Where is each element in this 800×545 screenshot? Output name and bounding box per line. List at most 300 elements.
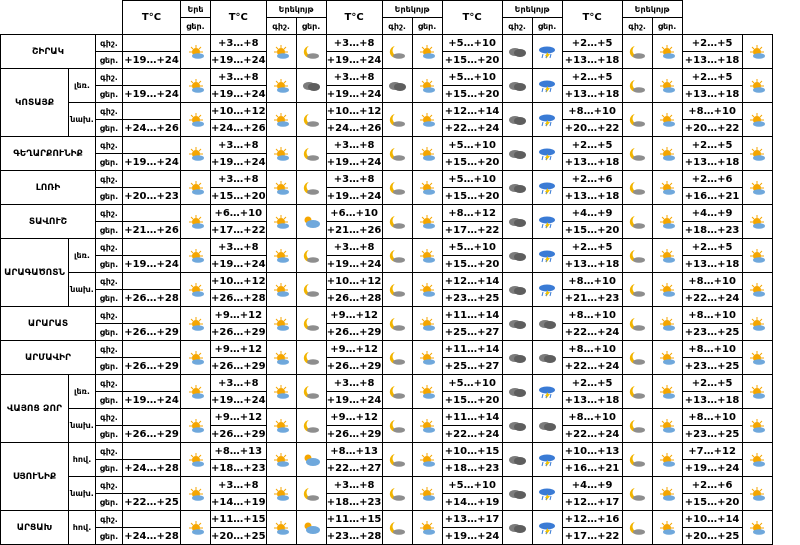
- moon-cell: [382, 375, 412, 409]
- moon-icon: [387, 249, 407, 263]
- forecast-temp: +2…+5: [562, 375, 622, 392]
- moon-icon: [627, 419, 647, 433]
- forecast-temp: +19…+24: [211, 86, 267, 103]
- sun-icon: [417, 215, 437, 229]
- sun-cell: [742, 69, 772, 103]
- moon-icon: [301, 317, 321, 331]
- rain-cell: [532, 443, 562, 477]
- forecast-temp: +25…+27: [442, 324, 502, 341]
- sun-icon: [417, 385, 437, 399]
- sun-cell: [412, 137, 442, 171]
- moon-icon: [627, 147, 647, 161]
- current-icon: [181, 171, 211, 205]
- sun-cell: [266, 409, 296, 443]
- moon-cell: [296, 375, 326, 409]
- moon-cell: [382, 273, 412, 307]
- moon-icon: [301, 147, 321, 161]
- sun-icon: [417, 419, 437, 433]
- moon-icon: [387, 419, 407, 433]
- forecast-temp: +2…+5: [682, 375, 742, 392]
- moon-icon: [387, 45, 407, 59]
- cloud-icon: [507, 79, 527, 93]
- forecast-temp: +26…+28: [211, 290, 267, 307]
- forecast-temp: +3…+8: [326, 375, 382, 392]
- current-temp: +24…+26: [123, 120, 181, 137]
- forecast-temp: +13…+18: [682, 256, 742, 273]
- time-of-day: ցեր.: [96, 154, 123, 171]
- moon-icon: [627, 453, 647, 467]
- moon-cell: [382, 409, 412, 443]
- sun-cell: [266, 171, 296, 205]
- time-of-day: ցեր.: [96, 256, 123, 273]
- cloud-cell: [532, 307, 562, 341]
- current-temp: [123, 205, 181, 222]
- region-name: ԳԵՂԱՐՔՈՒՆԻՔ: [1, 137, 96, 171]
- time-of-day: ցեր.: [96, 222, 123, 239]
- forecast-temp: +20…+25: [211, 528, 267, 545]
- current-temp: [123, 375, 181, 392]
- sun-icon: [657, 147, 677, 161]
- moon-icon: [387, 215, 407, 229]
- forecast-temp: +5…+10: [442, 171, 502, 188]
- forecast-temp: +15…+20: [442, 392, 502, 409]
- sun-cell: [652, 511, 682, 545]
- current-temp: +19…+24: [123, 154, 181, 171]
- sun-cell: [412, 69, 442, 103]
- forecast-temp: +15…+20: [562, 222, 622, 239]
- region-name: ԱՐՄԱՎԻՐ: [1, 341, 96, 375]
- cloud-icon: [301, 79, 321, 93]
- forecast-temp: +8…+10: [562, 409, 622, 426]
- time-of-day: ցեր.: [96, 494, 123, 511]
- forecast-temp: +3…+8: [211, 137, 267, 154]
- forecast-temp: +5…+10: [442, 35, 502, 52]
- forecast-temp: +10…+12: [211, 273, 267, 290]
- sun-cell: [266, 103, 296, 137]
- cloudsun-cell: [296, 443, 326, 477]
- forecast-temp: +21…+23: [562, 290, 622, 307]
- sun-cell: [412, 35, 442, 69]
- forecast-temp: +8…+10: [682, 103, 742, 120]
- sun-icon: [186, 317, 206, 331]
- sun-icon: [657, 283, 677, 297]
- sun-cell: [266, 35, 296, 69]
- sun-icon: [417, 487, 437, 501]
- current-temp: +26…+29: [123, 324, 181, 341]
- forecast-temp: +18…+23: [682, 222, 742, 239]
- forecast-temp: +12…+14: [442, 273, 502, 290]
- current-temp: [123, 273, 181, 290]
- sun-cell: [266, 273, 296, 307]
- forecast-temp: +9…+12: [211, 341, 267, 358]
- sun-cell: [652, 443, 682, 477]
- table-row: [1, 273, 773, 290]
- cloud-icon: [507, 113, 527, 127]
- moon-icon: [301, 249, 321, 263]
- table-row: [1, 103, 773, 120]
- sun-icon: [747, 419, 767, 433]
- rain-cell: [532, 137, 562, 171]
- forecast-temp: +11…+14: [442, 341, 502, 358]
- forecast-temp: +23…+25: [442, 290, 502, 307]
- time-of-day: ցեր.: [96, 426, 123, 443]
- forecast-temp: +8…+10: [682, 307, 742, 324]
- sun-icon: [271, 45, 291, 59]
- sun-cell: [742, 273, 772, 307]
- forecast-temp: +18…+23: [442, 460, 502, 477]
- current-temp: [123, 103, 181, 120]
- time-of-day: գիշ.: [96, 511, 123, 528]
- table-row: [1, 375, 773, 392]
- region-name: ԱՐԱՐԱՏ: [1, 307, 96, 341]
- cloud-icon: [537, 351, 557, 365]
- rain-cell: [532, 205, 562, 239]
- sun-icon: [747, 249, 767, 263]
- sub-region: լեռ.: [69, 69, 96, 103]
- header-col-night: գիշ.: [502, 18, 532, 35]
- sun-cell: [742, 307, 772, 341]
- forecast-temp: +8…+10: [562, 273, 622, 290]
- current-temp: +24…+28: [123, 528, 181, 545]
- time-of-day: գիշ.: [96, 239, 123, 256]
- sun-cell: [412, 409, 442, 443]
- sun-cell: [652, 205, 682, 239]
- moon-icon: [627, 385, 647, 399]
- moon-cell: [382, 443, 412, 477]
- sun-cell: [652, 137, 682, 171]
- rain-icon: [537, 79, 557, 93]
- forecast-temp: +13…+18: [562, 256, 622, 273]
- sun-cell: [412, 205, 442, 239]
- forecast-temp: +19…+24: [442, 528, 502, 545]
- region-name: ԿՈՏԱՅՔ: [1, 69, 69, 137]
- moon-icon: [627, 317, 647, 331]
- forecast-temp: +10…+15: [442, 443, 502, 460]
- current-temp: +24…+28: [123, 460, 181, 477]
- rain-icon: [537, 113, 557, 127]
- sun-icon: [747, 521, 767, 535]
- sun-cell: [412, 307, 442, 341]
- rain-cell: [532, 511, 562, 545]
- sun-cell: [412, 341, 442, 375]
- moon-icon: [387, 113, 407, 127]
- current-icon: [181, 511, 211, 545]
- cloud-icon: [507, 453, 527, 467]
- forecast-temp: +5…+10: [442, 477, 502, 494]
- header-day-short: Երե: [181, 1, 211, 18]
- time-of-day: ցեր.: [96, 52, 123, 69]
- forecast-temp: +3…+8: [211, 69, 267, 86]
- moon-icon: [627, 113, 647, 127]
- sun-icon: [747, 181, 767, 195]
- forecast-temp: +3…+8: [211, 35, 267, 52]
- current-icon: [181, 239, 211, 273]
- forecast-temp: +10…+12: [326, 103, 382, 120]
- sun-icon: [186, 249, 206, 263]
- forecast-temp: +15…+20: [442, 256, 502, 273]
- cloud-cell: [502, 375, 532, 409]
- forecast-temp: +14…+19: [211, 494, 267, 511]
- forecast-temp: +19…+24: [211, 256, 267, 273]
- cloud-icon: [537, 419, 557, 433]
- sun-icon: [657, 317, 677, 331]
- rain-icon: [537, 283, 557, 297]
- moon-cell: [382, 477, 412, 511]
- sub-region: լեռ.: [69, 375, 96, 409]
- header-temp: T°C: [211, 1, 267, 35]
- forecast-temp: +17…+22: [562, 528, 622, 545]
- table-row: [1, 477, 773, 494]
- cloud-cell: [382, 69, 412, 103]
- moon-cell: [622, 103, 652, 137]
- forecast-temp: +3…+8: [211, 477, 267, 494]
- current-temp: [123, 443, 181, 460]
- cloud-cell: [502, 205, 532, 239]
- sun-icon: [271, 79, 291, 93]
- moon-icon: [627, 45, 647, 59]
- cloud-icon: [507, 521, 527, 535]
- forecast-temp: +4…+9: [562, 477, 622, 494]
- current-temp: [123, 341, 181, 358]
- sun-cell: [742, 239, 772, 273]
- forecast-temp: +19…+24: [211, 154, 267, 171]
- moon-cell: [622, 375, 652, 409]
- moon-icon: [627, 215, 647, 229]
- sun-icon: [271, 147, 291, 161]
- forecast-temp: +20…+22: [562, 120, 622, 137]
- sun-icon: [417, 113, 437, 127]
- sun-icon: [657, 79, 677, 93]
- time-of-day: ցեր.: [96, 188, 123, 205]
- cloudsun-cell: [296, 511, 326, 545]
- rain-icon: [537, 487, 557, 501]
- sun-cell: [742, 137, 772, 171]
- sun-cell: [266, 307, 296, 341]
- moon-icon: [387, 283, 407, 297]
- forecast-temp: +2…+5: [682, 69, 742, 86]
- header-temp: T°C: [123, 1, 181, 35]
- table-row: [1, 511, 773, 528]
- forecast-temp: +2…+5: [682, 35, 742, 52]
- cloud-cell: [502, 239, 532, 273]
- current-temp: [123, 307, 181, 324]
- forecast-temp: +23…+25: [682, 426, 742, 443]
- forecast-temp: +22…+27: [326, 460, 382, 477]
- sun-icon: [186, 521, 206, 535]
- forecast-temp: +5…+10: [442, 375, 502, 392]
- moon-cell: [296, 171, 326, 205]
- cloud-cell: [502, 103, 532, 137]
- moon-cell: [382, 205, 412, 239]
- forecast-temp: +2…+5: [562, 239, 622, 256]
- sun-cell: [742, 375, 772, 409]
- cloud-cell: [502, 35, 532, 69]
- forecast-temp: +3…+8: [326, 477, 382, 494]
- region-name: ԱՐՑԱԽ: [1, 511, 69, 545]
- sun-cell: [742, 443, 772, 477]
- sub-region: հով.: [69, 511, 96, 545]
- forecast-temp: +26…+29: [211, 324, 267, 341]
- moon-cell: [622, 511, 652, 545]
- cloud-cell: [502, 69, 532, 103]
- sun-cell: [412, 443, 442, 477]
- current-temp: [123, 511, 181, 528]
- forecast-temp: +2…+6: [562, 171, 622, 188]
- time-of-day: ցեր.: [96, 120, 123, 137]
- moon-icon: [301, 45, 321, 59]
- forecast-temp: +10…+13: [562, 443, 622, 460]
- cloud-cell: [502, 307, 532, 341]
- moon-icon: [301, 385, 321, 399]
- forecast-temp: +9…+12: [326, 307, 382, 324]
- current-temp: +21…+26: [123, 222, 181, 239]
- forecast-temp: +11…+14: [442, 409, 502, 426]
- rain-cell: [532, 103, 562, 137]
- sun-icon: [186, 79, 206, 93]
- header-col-day: ցեր.: [296, 18, 326, 35]
- forecast-temp: +13…+18: [682, 52, 742, 69]
- header-col-day: ցեր.: [532, 18, 562, 35]
- moon-cell: [382, 307, 412, 341]
- forecast-temp: +14…+19: [442, 494, 502, 511]
- forecast-temp: +19…+24: [326, 86, 382, 103]
- forecast-temp: +13…+18: [562, 86, 622, 103]
- forecast-temp: +4…+9: [562, 205, 622, 222]
- moon-icon: [627, 521, 647, 535]
- forecast-temp: +13…+18: [682, 392, 742, 409]
- forecast-temp: +24…+26: [211, 120, 267, 137]
- rain-icon: [537, 249, 557, 263]
- sun-icon: [657, 419, 677, 433]
- current-temp: [123, 239, 181, 256]
- sun-icon: [657, 351, 677, 365]
- forecast-temp: +9…+12: [211, 409, 267, 426]
- sun-cell: [652, 307, 682, 341]
- forecast-temp: +15…+20: [682, 494, 742, 511]
- time-of-day: ցեր.: [96, 460, 123, 477]
- table-row: [1, 341, 773, 358]
- cloud-cell: [502, 171, 532, 205]
- header-temp: T°C: [326, 1, 382, 35]
- sun-icon: [747, 215, 767, 229]
- time-of-day: գիշ.: [96, 103, 123, 120]
- forecast-temp: +23…+25: [682, 324, 742, 341]
- forecast-temp: +23…+25: [682, 358, 742, 375]
- region-name: ՏԱՎՈՒՇ: [1, 205, 96, 239]
- rain-icon: [537, 521, 557, 535]
- sun-icon: [747, 79, 767, 93]
- cloud-cell: [502, 511, 532, 545]
- sun-icon: [186, 215, 206, 229]
- time-of-day: գիշ.: [96, 375, 123, 392]
- moon-cell: [382, 341, 412, 375]
- forecast-temp: +13…+18: [682, 154, 742, 171]
- moon-icon: [301, 283, 321, 297]
- cloud-cell: [502, 341, 532, 375]
- sun-cell: [652, 341, 682, 375]
- sun-icon: [186, 453, 206, 467]
- header-day: Երեկոյթ: [502, 1, 562, 18]
- forecast-temp: +8…+13: [211, 443, 267, 460]
- moon-cell: [622, 35, 652, 69]
- sub-region: նախ.: [69, 477, 96, 511]
- forecast-temp: +20…+25: [682, 528, 742, 545]
- moon-icon: [387, 351, 407, 365]
- rain-cell: [532, 35, 562, 69]
- forecast-temp: +3…+8: [326, 171, 382, 188]
- forecast-temp: +12…+16: [562, 511, 622, 528]
- moon-cell: [622, 443, 652, 477]
- forecast-temp: +12…+17: [562, 494, 622, 511]
- region-name: ԱՐԱԳԱԾՈՏՆ: [1, 239, 69, 307]
- rain-cell: [532, 69, 562, 103]
- forecast-temp: +18…+23: [211, 460, 267, 477]
- cloud-cell: [502, 273, 532, 307]
- rain-cell: [532, 171, 562, 205]
- time-of-day: գիշ.: [96, 477, 123, 494]
- time-of-day: ցեր.: [96, 324, 123, 341]
- sun-icon: [657, 385, 677, 399]
- cloud-cell: [502, 137, 532, 171]
- forecast-temp: +2…+6: [682, 477, 742, 494]
- moon-cell: [622, 307, 652, 341]
- rain-icon: [537, 385, 557, 399]
- forecast-temp: +10…+12: [326, 273, 382, 290]
- forecast-temp: +15…+20: [442, 52, 502, 69]
- sun-icon: [271, 521, 291, 535]
- forecast-temp: +24…+26: [326, 120, 382, 137]
- sun-cell: [412, 477, 442, 511]
- forecast-temp: +13…+18: [562, 392, 622, 409]
- rain-cell: [532, 239, 562, 273]
- forecast-temp: +2…+5: [562, 35, 622, 52]
- moon-icon: [301, 181, 321, 195]
- time-of-day: գիշ.: [96, 443, 123, 460]
- moon-cell: [622, 239, 652, 273]
- sun-icon: [747, 45, 767, 59]
- cloud-icon: [507, 487, 527, 501]
- forecast-temp: +15…+20: [211, 188, 267, 205]
- moon-icon: [301, 351, 321, 365]
- forecast-temp: +15…+20: [442, 154, 502, 171]
- sub-region: նախ.: [69, 103, 96, 137]
- sun-icon: [657, 453, 677, 467]
- table-row: [1, 239, 773, 256]
- sun-icon: [271, 419, 291, 433]
- current-temp: +20…+23: [123, 188, 181, 205]
- cloud-icon: [507, 215, 527, 229]
- cloud-cell: [532, 341, 562, 375]
- cloud-icon: [507, 385, 527, 399]
- forecast-temp: +19…+24: [682, 460, 742, 477]
- forecast-temp: +3…+8: [211, 375, 267, 392]
- forecast-temp: +19…+24: [326, 52, 382, 69]
- moon-cell: [296, 307, 326, 341]
- forecast-temp: +17…+22: [211, 222, 267, 239]
- time-of-day: ցեր.: [96, 392, 123, 409]
- moon-cell: [622, 273, 652, 307]
- table-row: [1, 137, 773, 154]
- sun-cell: [266, 341, 296, 375]
- sun-icon: [747, 385, 767, 399]
- moon-icon: [387, 317, 407, 331]
- forecast-temp: +22…+24: [562, 426, 622, 443]
- forecast-temp: +13…+18: [562, 188, 622, 205]
- forecast-temp: +2…+5: [562, 137, 622, 154]
- sun-cell: [412, 375, 442, 409]
- moon-cell: [296, 35, 326, 69]
- sun-cell: [266, 477, 296, 511]
